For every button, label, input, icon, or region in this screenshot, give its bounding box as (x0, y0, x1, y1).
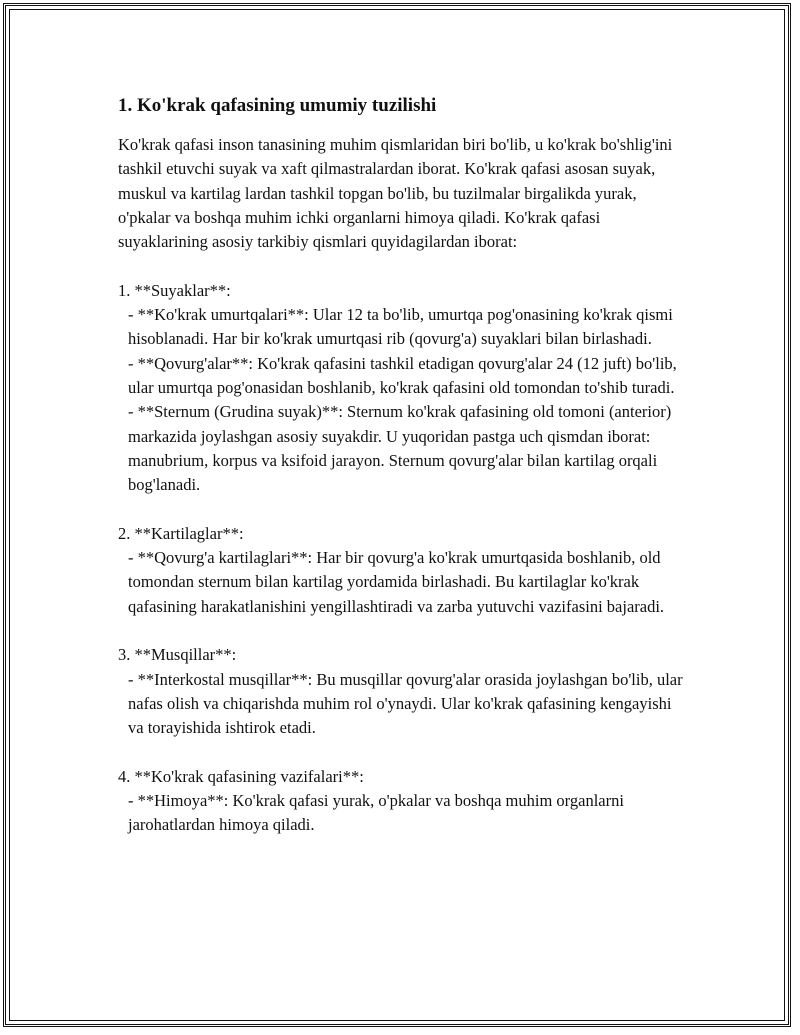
list-item: - **Ko'krak umurtqalari**: Ular 12 ta bo'lib, umurtqa pog'onasining ko'krak qismi hisoblanadi. Har bir ko'krak umurtqasi rib (qovurg'a) suyaklari bilan birlashadi. (128, 305, 677, 349)
list-item: - **Sternum (Grudina suyak)**: Sternum ko'krak qafasining old tomoni (anterior) markazida joylashgan asosiy suyakdir. U yuqoridan pastga uch qismdan iborat: manubrium, korpus va ksifoid jarayon. Sternum qovurg'alar bilan kartilag orqali bog'lanadi. (128, 402, 676, 495)
document-title: 1. Ko'krak qafasining umumiy tuzilishi (118, 95, 437, 116)
document-body (118, 94, 688, 838)
section-heading: 1. **Suyaklar**: (118, 280, 231, 300)
intro-paragraph: Ko'krak qafasi inson tanasining muhim qismlaridan biri bo'lib, u ko'krak bo'shlig'ini tashkil etuvchi suyak va xaft qilmastralardan iborat. Ko'krak qafasi asosan suyak, muskul va kartilag lardan tashkil topgan bo'lib, bu tuzilmalar birgalikda yurak, o'pkalar va boshqa muhim ichki organlarni himoya qiladi. Ko'krak qafasi suyaklarining asosiy tarkibiy qismlari quyidagilardan iborat: (118, 135, 673, 252)
section-suyaklar (118, 279, 688, 498)
section-heading: 4. **Ko'krak qafasining vazifalari**: (118, 766, 364, 786)
list-item: - **Interkostal musqillar**: Bu musqillar qovurg'alar orasida joylashgan bo'lib, ular nafas olish va chiqarishda muhim rol o'ynaydi. Ular ko'krak qafasining kengayishi va torayishida ishtirok etadi. (128, 669, 687, 738)
section-kartilaglar (118, 522, 688, 619)
section-heading: 2. **Kartilaglar**: (118, 523, 244, 543)
section-heading: 3. **Musqillar**: (118, 645, 237, 665)
section-vazifalari (118, 765, 688, 838)
list-item: - **Himoya**: Ko'krak qafasi yurak, o'pkalar va boshqa muhim organlarni jarohatlardan himoya qiladi. (128, 791, 629, 835)
section-musqillar (118, 643, 688, 740)
list-item: - **Qovurg'alar**: Ko'krak qafasini tashkil etadigan qovurg'alar 24 (12 juft) bo'lib, ular umurtqa pog'onasidan boshlanib, ko'krak qafasini old tomondan to'shib turadi. (128, 353, 681, 397)
list-item: - **Qovurg'a kartilaglari**: Har bir qovurg'a ko'krak umurtqasida boshlanib, old tomondan sternum bilan kartilag yordamida birlashadi. Bu kartilaglar ko'krak qafasining harakatlanishini yengillashtiradi va zarba yutuvchi vazifasini bajaradi. (128, 548, 665, 616)
